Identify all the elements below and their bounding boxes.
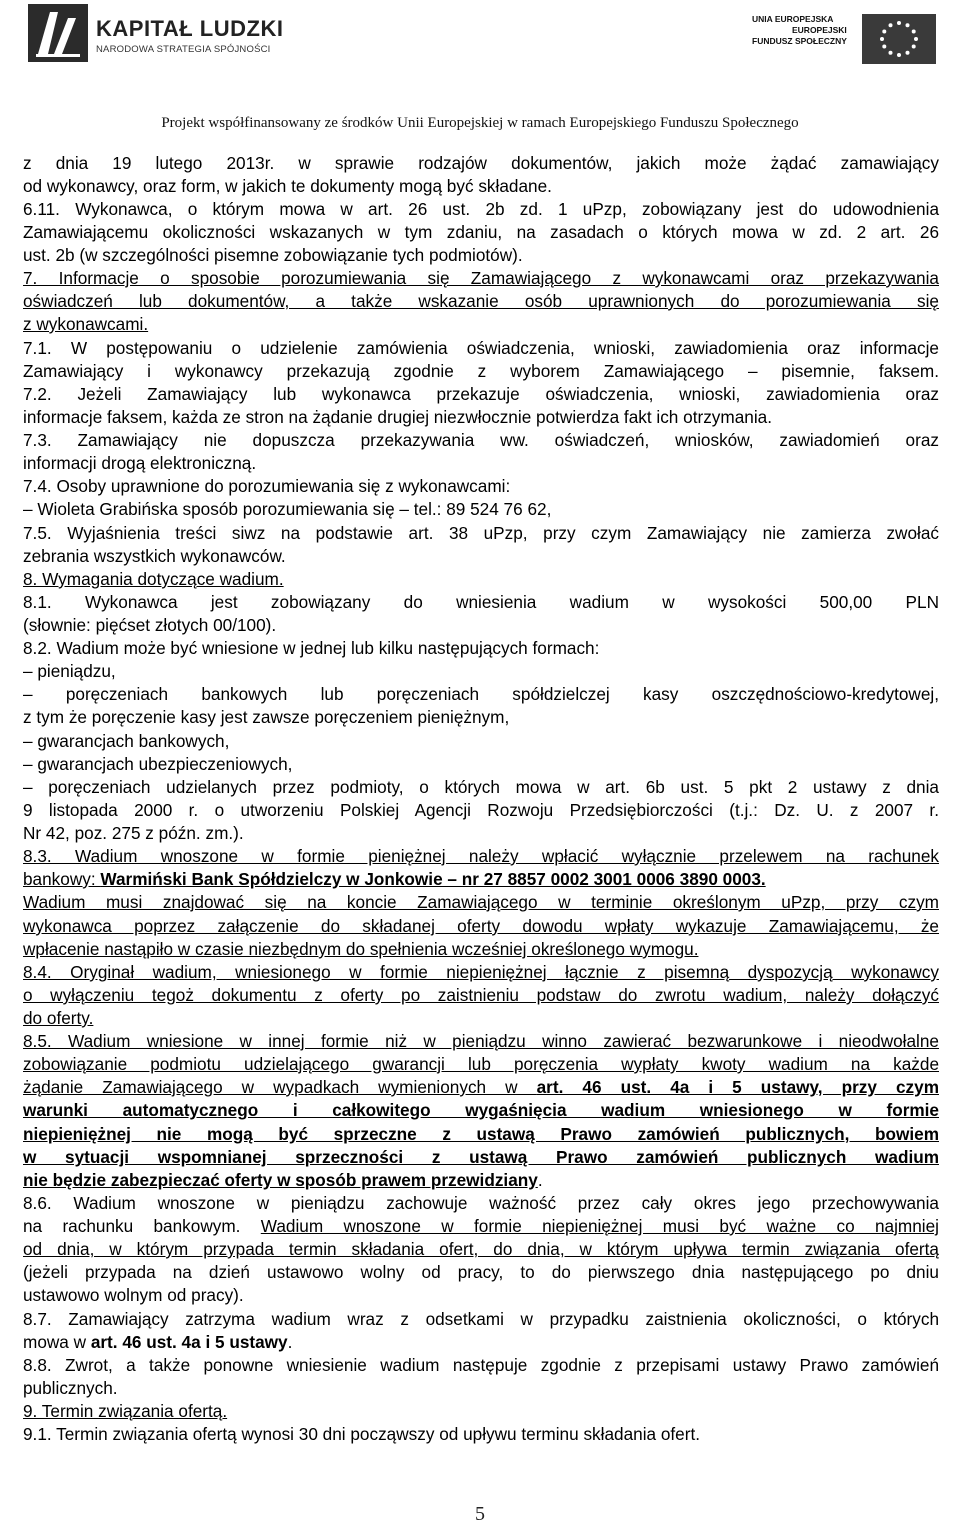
bank-account-label: bankowy: (23, 869, 101, 889)
eu-logo-line-1: UNIA EUROPEJSKA (752, 14, 834, 24)
eu-logo-line-2: EUROPEJSKI (792, 25, 847, 35)
kapital-ludzki-logo (28, 4, 284, 62)
bold-text-span: nie będzie zabezpieczać oferty w sposób prawem przewidziany (23, 1170, 538, 1190)
text-line: 8.2. Wadium może być wniesione w jednej lub kilku następujących formach: (23, 638, 600, 658)
text-line: 7.3. Zamawiający nie dopuszcza przekazywania ww. oświadczeń, wniosków, zawiadomień oraz (23, 430, 939, 450)
text-line: 7.1. W postępowaniu o udzielenie zamówienia oświadczenia, wnioski, zawiadomienia oraz informacje (23, 338, 939, 358)
text-line: oświadczeń lub dokumentów, a także wskazanie osób uprawnionych do porozumiewania się (23, 291, 939, 311)
section-heading-7: 7. Informacje o sposobie porozumiewania się Zamawiającego z wykonawcami oraz przekazywania (23, 268, 939, 288)
list-item: – pieniądzu, (23, 661, 116, 681)
text-line: ust. 2b (w szczególności pisemne zobowiązanie tych podmiotów). (23, 245, 523, 265)
text-line: od wykonawcy, oraz form, w jakich te dokumenty mogą być składane. (23, 176, 552, 196)
text-line: informacje faksem, każda ze stron na żądanie drugiej niezwłocznie potwierdza fakt ich otrzymania. (23, 407, 772, 427)
list-item: – gwarancjach ubezpieczeniowych, (23, 754, 293, 774)
text-line (23, 1099, 939, 1122)
text-line (23, 1169, 939, 1192)
text-line: 8.3. Wadium wnoszone w formie pieniężnej należy wpłacić wyłącznie przelewem na rachunek (23, 846, 939, 866)
text-span: . (287, 1332, 293, 1352)
bold-text-span: art. 46 ust. 4a i 5 ustawy, przy czym (536, 1077, 939, 1097)
section-heading-8: 8. Wymagania dotyczące wadium. (23, 569, 284, 589)
text-line: Wadium musi znajdować się na koncie Zamawiającego w terminie określonym uPzp, przy czym (23, 892, 939, 912)
bank-account-number: Warmiński Bank Spółdzielczy w Jonkowie – nr 27 8857 0002 3001 0006 3890 0003. (100, 869, 766, 889)
text-line: zobowiązanie podmiotu udzielającego gwarancji lub poręczenia wypłaty kwoty wadium na każde (23, 1054, 939, 1074)
bold-text-span: art. 46 ust. 4a i 5 ustawy (90, 1332, 288, 1352)
bold-text-span: warunki automatycznego i całkowitego wygaśnięcia wadium wniesionego w formie (23, 1100, 939, 1120)
text-line: 8.8. Zwrot, a także ponowne wniesienie wadium następuje zgodnie z przepisami ustawy Prawo zamówień (23, 1355, 939, 1375)
text-line: Zamawiającemu okoliczności wskazanych w tym zdaniu, na zasadach o których mowa w zd. 2 art. 26 (23, 222, 939, 242)
project-funding-line: Projekt współfinansowany ze środków Unii Europejskiej w ramach Europejskiego Funduszu Społecznego (161, 115, 799, 131)
text-line: 8.4. Oryginał wadium, wniesionego w formie niepieniężnej łącznie z pisemną dyspozycją wykonawcy (23, 962, 939, 982)
text-line: wykonawca poprzez załączenie do składanej oferty dowodu wpłaty wykazuje Zamawiającemu, że (23, 916, 939, 936)
text-line: publicznych. (23, 1378, 118, 1398)
text-line (23, 1331, 939, 1354)
text-line: 7.2. Jeżeli Zamawiający lub wykonawca przekazuje oświadczenia, wnioski, zawiadomienia oraz (23, 384, 939, 404)
text-line (23, 1215, 939, 1238)
text-line: (słownie: pięćset złotych 00/100). (23, 615, 277, 635)
underlined-text-span: Wadium wnoszone w formie niepieniężnej musi być ważne co najmniej (260, 1216, 940, 1236)
text-span: mowa w (23, 1332, 91, 1352)
page-header (0, 0, 960, 140)
text-line (23, 1076, 939, 1099)
section-heading-9: 9. Termin związania ofertą. (23, 1401, 228, 1421)
text-line: z dnia 19 lutego 2013r. w sprawie rodzajów dokumentów, jakich może żądać zamawiający (23, 153, 939, 173)
text-line: o wyłączeniu tegoż dokumentu z oferty po zaistnieniu podstaw do zwrotu wadium, należy dołączyć (23, 985, 939, 1005)
bank-account-line (23, 868, 939, 891)
text-line: 6.11. Wykonawca, o którym mowa w art. 26 ust. 2b zd. 1 uPzp, zobowiązany jest do udowodnienia (23, 199, 939, 219)
text-line: Nr 42, poz. 275 z późn. zm.). (23, 823, 244, 843)
text-line (23, 1123, 939, 1146)
text-line (23, 1146, 939, 1169)
page-number: 5 (475, 1503, 485, 1525)
text-line: 8.5. Wadium wniesione w innej formie niż w pieniądzu winno zawierać bezwarunkowe i nieodwołalne (23, 1031, 939, 1051)
contact-line: – Wioleta Grabińska sposób porozumiewania się – tel.: 89 524 76 62, (23, 499, 552, 519)
eu-logo-text (752, 14, 847, 47)
eu-logo (752, 14, 937, 100)
eu-logo-line-3: FUNDUSZ SPOŁECZNY (752, 36, 847, 46)
kapital-ludzki-title: KAPITAŁ LUDZKI (96, 16, 284, 41)
list-item: – poręczeniach udzielanych przez podmioty, o których mowa w art. 6b ust. 5 pkt 2 ustawy z dnia (23, 777, 939, 797)
text-line: 8.7. Zamawiający zatrzyma wadium wraz z odsetkami w przypadku zaistnienia okoliczności, o których (23, 1309, 939, 1329)
kapital-ludzki-subtitle: NARODOWA STRATEGIA SPÓJNOŚCI (96, 44, 271, 55)
text-line: wpłacenie nastąpiło w czasie niezbędnym do spełnienia wcześniej określonego wymogu. (23, 939, 699, 959)
text-line: z wykonawcami. (23, 314, 149, 334)
text-line: od dnia, w którym przypada termin składania ofert, do dnia, w którym upływa termin związania ofertą (23, 1239, 939, 1259)
text-line: Zamawiający i wykonawcy przekazują zgodnie z wyborem Zamawiającego – pisemnie, faksem. (23, 361, 939, 381)
text-line: z tym że poręczenie kasy jest zawsze poręczeniem pieniężnym, (23, 707, 510, 727)
bold-text-span: w sytuacji wspomnianej sprzeczności z ustawą Prawo zamówień publicznych wadium (23, 1147, 939, 1167)
list-item: – poręczeniach bankowych lub poręczeniach spółdzielczej kasy oszczędnościowo-kredytowej, (23, 684, 939, 704)
text-line: ustawowo wolnym od pracy). (23, 1285, 244, 1305)
text-line: informacji drogą elektroniczną. (23, 453, 257, 473)
kapital-ludzki-emblem-icon (28, 4, 88, 62)
list-item: – gwarancjach bankowych, (23, 731, 230, 751)
text-span: . (537, 1170, 543, 1190)
text-line: 8.1. Wykonawca jest zobowiązany do wniesienia wadium w wysokości 500,00 PLN (23, 592, 939, 612)
text-line: 7.4. Osoby uprawnione do porozumiewania się z wykonawcami: (23, 476, 511, 496)
text-line: zebrania wszystkich wykonawców. (23, 546, 286, 566)
text-line: 9 listopada 2000 r. o utworzeniu Polskiej Agencji Rozwoju Przedsiębiorczości (t.j.: Dz. U. z 2007 r. (23, 800, 939, 820)
eu-flag-icon (862, 14, 936, 64)
text-line: 7.5. Wyjaśnienia treści siwz na podstawie art. 38 uPzp, przy czym Zamawiający nie zamierza zwołać (23, 523, 939, 543)
text-span: żądanie Zamawiającego w wypadkach wymienionych w (23, 1077, 537, 1097)
text-line: (jeżeli przypada na dzień ustawowo wolny od pracy, to do pierwszego dnia następującego po dniu (23, 1262, 939, 1282)
text-line: do oferty. (23, 1008, 94, 1028)
text-span: na rachunku bankowym. (23, 1216, 261, 1236)
text-line: 9.1. Termin związania ofertą wynosi 30 dni począwszy od upływu terminu składania ofert. (23, 1424, 701, 1444)
text-line: 8.6. Wadium wnoszone w pieniądzu zachowuje ważność przez cały okres jego przechowywania (23, 1193, 939, 1213)
bold-text-span: niepieniężnej nie mogą być sprzeczne z ustawą Prawo zamówień publicznych, bowiem (23, 1124, 939, 1144)
